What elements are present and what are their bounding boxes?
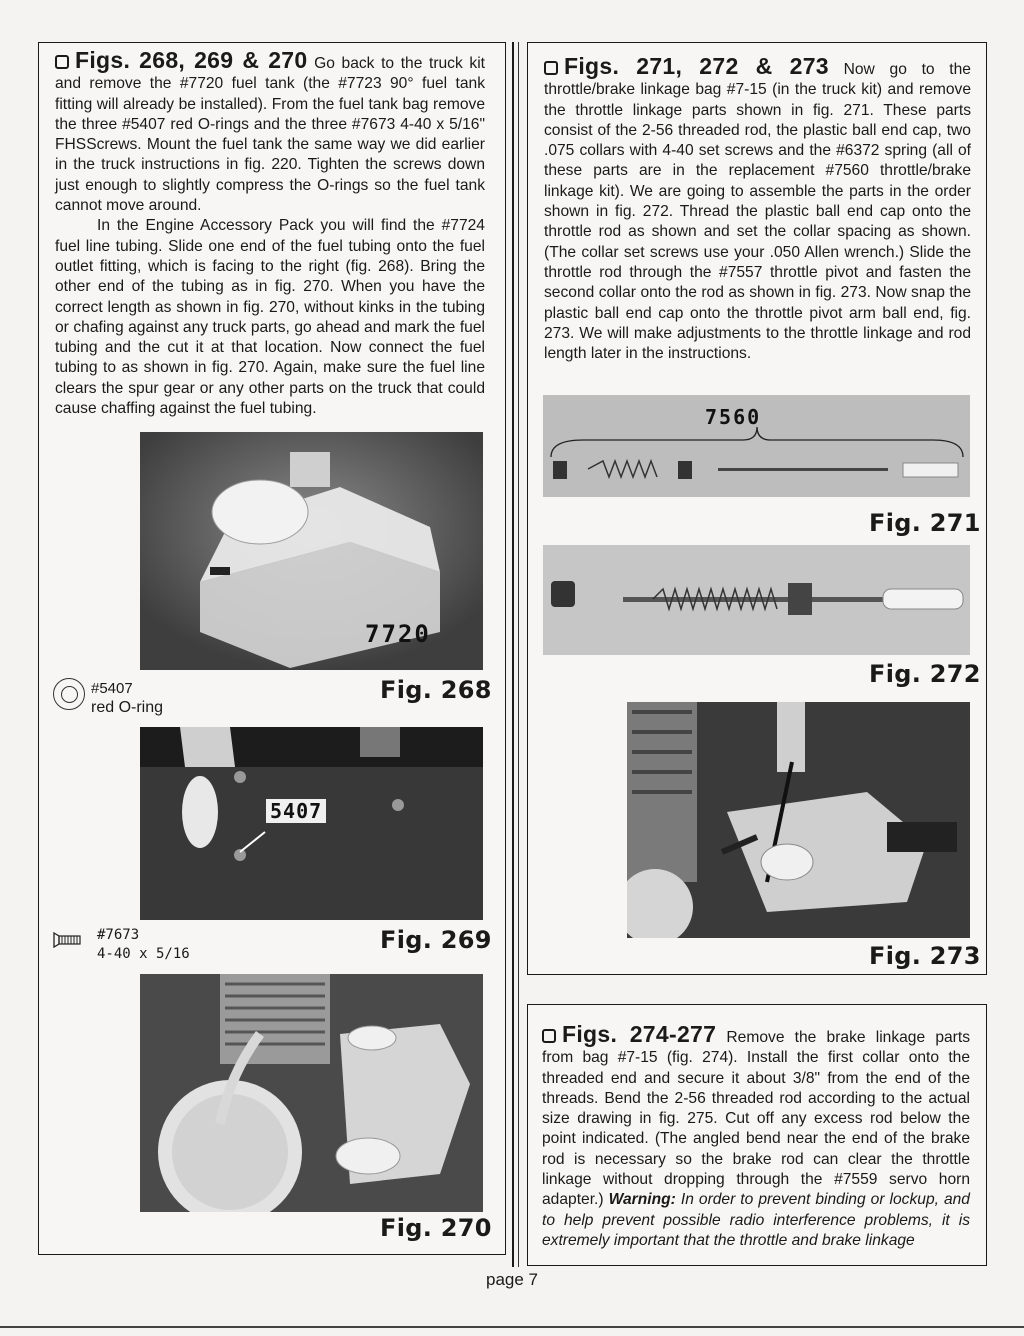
fig-271-part-tag: 7560	[705, 405, 762, 429]
fuel-tank-illustration	[140, 432, 483, 670]
right-bottom-heading: Figs. 274-277	[562, 1021, 717, 1047]
fig-270-caption: Fig. 270	[380, 1214, 492, 1242]
fig-271-photo	[543, 395, 970, 497]
fig-268-photo	[140, 432, 483, 670]
engine-fuel-line-illustration	[140, 974, 483, 1212]
screw-part-number: #7673	[97, 927, 140, 943]
oring-part-number: #5407	[91, 680, 133, 697]
column-divider	[512, 42, 514, 1267]
right-bottom-text-block	[542, 1021, 970, 1251]
chassis-illustration	[140, 727, 483, 920]
right-top-heading: Figs. 271, 272 & 273	[564, 53, 829, 79]
oring-icon	[53, 678, 85, 710]
fig-269-caption: Fig. 269	[380, 926, 492, 954]
checkbox-icon[interactable]	[544, 61, 558, 75]
fig-270-photo	[140, 974, 483, 1212]
page-number: page 7	[486, 1270, 538, 1289]
column-divider-inner	[518, 42, 519, 1267]
fig-269-part-tag: 5407	[266, 799, 326, 823]
fig-273-caption: Fig. 273	[869, 942, 981, 970]
oring-label	[91, 679, 163, 717]
fig-272-caption: Fig. 272	[869, 660, 981, 688]
screw-description: 4-40 x 5/16	[97, 946, 190, 962]
left-paragraph-2: In the Engine Accessory Pack you will find the #7724 fuel line tubing. Slide one end of the fuel tubing onto the fuel outlet fitting, which is facing to the right (fig. 268). Bring the other end of the tubing as in fig. 270. When you have the correct length as shown in fig. 270, without kinks in the tubing or chafing against any truck parts, go ahead and mark the fuel tubing and the cut it at that location. Now connect the fuel tubing to as shown in fig. 270. Again, make sure the fuel line clears the spur gear or any other parts on the truck that could cause chaffing against the fuel tubing.	[55, 217, 485, 418]
fig-272-photo	[543, 545, 970, 655]
fig-268-part-tag: 7720	[365, 620, 431, 648]
left-paragraph-1: Go back to the truck kit and remove the #7720 fuel tank (the #7723 90° fuel tank fitting will already be installed). From the fuel tank bag remove the three #5407 red O-rings and the three #7673 4-40 x 5/16" FHSScrews. Mount the fuel tank the same way we did earlier in the truck instructions in fig. 220. Tighten the screws down just enough to slightly compress the O-rings so the fuel tank cannot move around.	[55, 55, 485, 215]
left-text-block	[55, 47, 485, 419]
assembled-linkage-illustration	[543, 545, 970, 655]
warning-text: In order to prevent binding or lockup, and to help prevent possible radio interference problems, it is extremely important that the throttle and brake linkage	[542, 1191, 970, 1249]
fig-269-photo	[140, 727, 483, 920]
throttle-linkage-installed-illustration	[627, 702, 970, 938]
bottom-rule	[0, 1326, 1024, 1328]
screw-icon	[53, 932, 81, 948]
oring-description: red O-ring	[91, 699, 164, 716]
warning-label: Warning:	[608, 1191, 676, 1209]
checkbox-icon[interactable]	[55, 55, 69, 69]
fig-273-photo	[627, 702, 970, 938]
checkbox-icon[interactable]	[542, 1029, 556, 1043]
fig-271-caption: Fig. 271	[869, 509, 981, 537]
fig-268-caption: Fig. 268	[380, 676, 492, 704]
right-top-text-block	[544, 53, 971, 364]
screw-label	[97, 926, 190, 964]
right-bottom-paragraph-1: Remove the brake linkage parts from bag #7-15 (fig. 274). Install the first collar onto the threaded end and secure it about 3/8" from the end of the threads. Bend the 2-56 threaded rod according to the actual size drawing in fig. 275. Cut off any excess rod below the point indicated. (The angled bend near the end of the brake rod is necessary so the brake rod can clear the throttle linkage without dropping through the #7559 servo horn adapter.)	[542, 1029, 970, 1209]
right-top-paragraph-1: Now go to the throttle/brake linkage bag #7-15 (in the truck kit) and remove the throttle linkage parts shown in fig. 271. These parts consist of the 2-56 threaded rod, the plastic ball end cap, two .075 collars with 4-40 set screws and the #6372 spring (all of these parts are in the replacement #7560 throttle/brake linkage kit). We are going to assemble the parts in the order shown in fig. 272. Thread the plastic ball end cap onto the throttle rod as shown and set the collar spacing as shown. (The collar set screws use your .050 Allen wrench.) Slide the throttle rod through the #7557 throttle pivot and fasten the second collar onto the rod as shown in fig. 273. Now snap the plastic ball end cap onto the throttle pivot arm ball end, fig. 273. We will make adjustments to the throttle linkage and rod length later in the instructions.	[544, 61, 971, 363]
left-heading: Figs. 268, 269 & 270	[75, 47, 308, 73]
